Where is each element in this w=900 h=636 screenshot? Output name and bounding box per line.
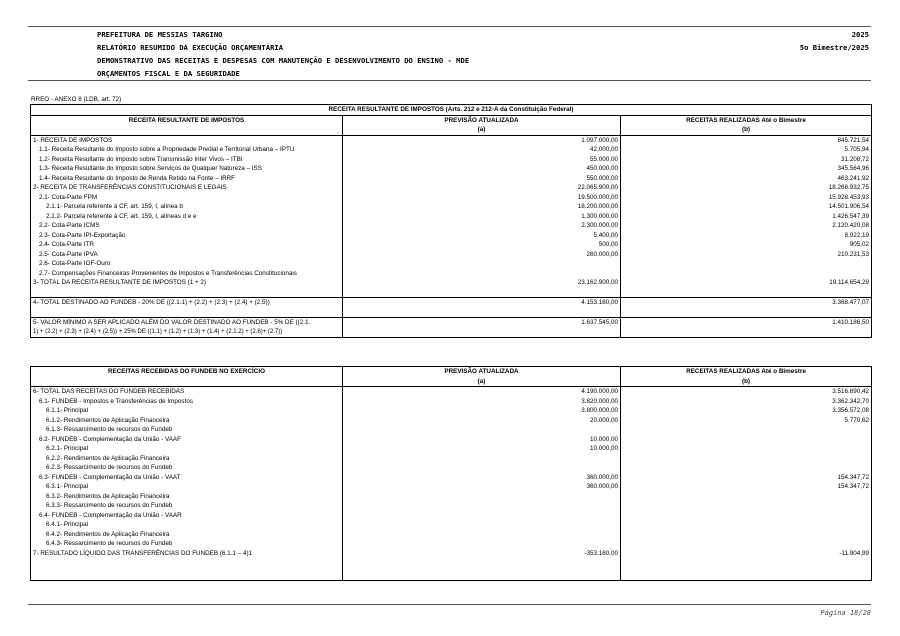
row-value-b	[621, 435, 872, 445]
row-label: 2.6- Cota-Parte IOF-Ouro	[31, 259, 343, 269]
row-value-a: 10.000,00	[343, 435, 621, 445]
row-value-a: 450.000,00	[343, 164, 621, 174]
row-label: 7- RESULTADO LÍQUIDO DAS TRANSFERÊNCIAS DO FUNDEB (6.1.1 – 4)1	[31, 549, 343, 559]
table-row	[31, 221, 872, 231]
row-value-b: 154.347,72	[621, 482, 872, 492]
row-value-a	[343, 520, 621, 530]
row-value-a: 260.000,00	[343, 250, 621, 260]
row-value-b	[621, 463, 872, 473]
header-rule	[28, 80, 871, 81]
table-row	[31, 387, 872, 397]
row5-value-b: 1.410.186,50	[621, 318, 872, 328]
row-label: 6.1.3- Ressarcimento de recursos do Fundeb	[31, 425, 343, 435]
row5-label-line2: 1) + (2.2) + (2.3) + (2.4) + (2.5)) + 25% DE ((1.1) + (1.2) + (1.3) + (1.4) + (2.1.2) + (2.6)+ (2.7))	[31, 328, 343, 338]
row-label: 6- TOTAL DAS RECEITAS DO FUNDEB RECEBIDAS	[31, 387, 343, 397]
row-value-a	[343, 511, 621, 521]
row4-value-a: 4.153.180,00	[343, 298, 621, 308]
row-value-a	[343, 539, 621, 549]
table1-col1-header: RECEITA RESULTANTE DE IMPOSTOS	[31, 115, 343, 125]
row-value-a	[343, 259, 621, 269]
table2-col3-header: RECEITAS REALIZADAS Até o Bimestre	[621, 367, 872, 377]
row-value-b: 5.770,62	[621, 416, 872, 426]
row-value-b	[621, 501, 872, 511]
receita-impostos-table	[30, 104, 872, 338]
page-number: Página 18/28	[820, 609, 871, 617]
table1-col3-header: RECEITAS REALIZADAS Até o Bimestre	[621, 115, 872, 125]
report-year: 2025	[851, 30, 869, 39]
table-row	[31, 416, 872, 426]
row-value-b	[621, 511, 872, 521]
row-value-a: 22.065.900,00	[343, 183, 621, 193]
row-label: 6.3.1- Principal	[31, 482, 343, 492]
row-value-b: 345.564,96	[621, 164, 872, 174]
row5-label-line1: 5- VALOR MÍNIMO A SER APLICADO ALÉM DO VALOR DESTINADO AO FUNDEB - 5% DE ((2.1.	[31, 318, 343, 328]
table-row	[31, 231, 872, 241]
table-row	[31, 269, 872, 279]
row-value-b	[621, 269, 872, 279]
table-row	[31, 202, 872, 212]
row-label: 1.2- Receita Resultante do Imposto sobre Transmissão Inter Vivos – ITBI	[31, 155, 343, 165]
row4-value-b: 3.368.477,07	[621, 298, 872, 308]
row-value-b: 3.356.572,08	[621, 406, 872, 416]
row-value-a: 42.000,00	[343, 145, 621, 155]
row-label: 1.4- Receita Resultante do Imposto de Renda Retido na Fonte – IRRF	[31, 174, 343, 184]
report-title: RELATÓRIO RESUMIDO DA EXECUÇÃO ORÇAMENTÁRIA	[97, 43, 284, 52]
row-value-b	[621, 492, 872, 502]
row-label: 1- RECEITA DE IMPOSTOS	[31, 135, 343, 145]
row-value-a: 2.300.000,00	[343, 221, 621, 231]
row-value-a: 550.000,00	[343, 174, 621, 184]
row4-label: 4- TOTAL DESTINADO AO FUNDEB - 20% DE ((2.1.1) + (2.2) + (2.3) + (2.4) + (2.5))	[31, 298, 343, 308]
report-period: 5o Bimestre/2025	[799, 43, 869, 52]
row-label: 6.4.2- Rendimentos de Aplicação Financeira	[31, 530, 343, 540]
row-value-a: 360.000,00	[343, 482, 621, 492]
table2-col1-header: RECEITAS RECEBIDAS DO FUNDEB NO EXERCÍCIO	[31, 367, 343, 377]
row-value-a	[343, 463, 621, 473]
table-row	[31, 155, 872, 165]
row-label: 2.3- Cota-Parte IPI-Exportação	[31, 231, 343, 241]
table-row	[31, 193, 872, 203]
table-row	[31, 444, 872, 454]
table-row	[31, 492, 872, 502]
municipality-name: PREFEITURA DE MESSIAS TARGINO	[97, 30, 223, 39]
row5-value-a: 1.637.545,00	[343, 318, 621, 328]
table-row	[31, 463, 872, 473]
row-label: 6.4- FUNDEB - Complementação da União - VAAR	[31, 511, 343, 521]
row-value-b: 5.705,94	[621, 145, 872, 155]
row-value-a: 19.500.000,00	[343, 193, 621, 203]
table-row	[31, 250, 872, 260]
row-label: 6.3.2- Rendimentos de Aplicação Financeira	[31, 492, 343, 502]
row-label: 6.4.3- Ressarcimento de recursos do Fundeb	[31, 539, 343, 549]
row-label: 2.4- Cota-Parte ITR	[31, 240, 343, 250]
row-value-b	[621, 425, 872, 435]
row-value-b: 14.501.906,54	[621, 202, 872, 212]
table-row	[31, 212, 872, 222]
top-rule	[28, 26, 871, 27]
table-row	[31, 520, 872, 530]
annex-label: RREO - ANEXO 8 (LDB, art. 72)	[31, 96, 122, 103]
table-row	[31, 501, 872, 511]
row-value-b: -11.904,99	[621, 549, 872, 559]
row-label: 2.7- Compensações Financeiras Provenientes de Impostos e Transferências Constitucionais	[31, 269, 343, 279]
row-value-a	[343, 492, 621, 502]
budget-scope: ORÇAMENTOS FISCAL E DA SEGURIDADE	[97, 69, 240, 78]
table-row	[31, 174, 872, 184]
row-label: 6.2- FUNDEB - Complementação da União - VAAF	[31, 435, 343, 445]
row-value-b: 3.516.690,42	[621, 387, 872, 397]
table2-col3-sub: (b)	[621, 377, 872, 387]
row-label: 2.2- Cota-Parte ICMS	[31, 221, 343, 231]
row-label: 6.2.3- Ressarcimento de recursos do Fundeb	[31, 463, 343, 473]
row-label: 1.3- Receita Resultante do Imposto sobre Serviços de Qualquer Natureza – ISS	[31, 164, 343, 174]
row-value-a	[343, 530, 621, 540]
row-value-b: 18.268.932,75	[621, 183, 872, 193]
table-row	[31, 240, 872, 250]
row-value-b	[621, 444, 872, 454]
table-row	[31, 454, 872, 464]
row-value-a: 3.800.000,00	[343, 406, 621, 416]
row-value-a: 18.200.000,00	[343, 202, 621, 212]
table1-col2-sub: (a)	[343, 125, 621, 135]
row-label: 6.1.2- Rendimentos de Aplicação Financeira	[31, 416, 343, 426]
table-row	[31, 145, 872, 155]
row-value-b: 3.362.342,70	[621, 397, 872, 407]
row-value-b: 845.721,54	[621, 135, 872, 145]
table1-col3-sub: (b)	[621, 125, 872, 135]
row-value-a: 5.400,00	[343, 231, 621, 241]
table-row	[31, 406, 872, 416]
table-row	[31, 511, 872, 521]
row-value-a	[343, 454, 621, 464]
row-label: 6.2.2- Rendimentos de Aplicação Financeira	[31, 454, 343, 464]
table-row	[31, 482, 872, 492]
row-value-a	[343, 269, 621, 279]
table-row	[31, 549, 872, 559]
row-label: 6.1.1- Principal	[31, 406, 343, 416]
table-row	[31, 425, 872, 435]
row-value-a	[343, 501, 621, 511]
row-value-a: 10.000,00	[343, 444, 621, 454]
row-value-b	[621, 520, 872, 530]
row-label: 6.4.1- Principal	[31, 520, 343, 530]
row-value-a: 23.162.900,00	[343, 278, 621, 288]
row-value-b	[621, 454, 872, 464]
row-value-b: 210.231,53	[621, 250, 872, 260]
table1-title: RECEITA RESULTANTE DE IMPOSTOS (Arts. 212 e 212-A da Constituição Federal)	[31, 105, 872, 116]
row-value-a	[343, 425, 621, 435]
table-row	[31, 135, 872, 145]
table2-col2-header: PREVISÃO ATUALIZADA	[343, 367, 621, 377]
table1-col2-header: PREVISÃO ATUALIZADA	[343, 115, 621, 125]
row-value-b: 2.120.420,08	[621, 221, 872, 231]
row-label: 6.3- FUNDEB - Complementação da União - VAAT	[31, 473, 343, 483]
row-value-b: 31.208,72	[621, 155, 872, 165]
row-value-a: -353.180,00	[343, 549, 621, 559]
row-value-b	[621, 259, 872, 269]
row-label: 2.1- Cota-Parte FPM	[31, 193, 343, 203]
footer-rule	[28, 604, 871, 605]
row-value-a: 1.300.000,00	[343, 212, 621, 222]
row-value-b	[621, 530, 872, 540]
row-value-a: 20.000,00	[343, 416, 621, 426]
row-value-b: 905,02	[621, 240, 872, 250]
row-label: 6.3.3- Ressarcimento de recursos do Fundeb	[31, 501, 343, 511]
table-row	[31, 397, 872, 407]
row-value-a: 360.000,00	[343, 473, 621, 483]
row-label: 2.1.2- Parcela referente à CF, art. 159, I, alíneas d e e	[31, 212, 343, 222]
table-row	[31, 473, 872, 483]
row-label: 6.1- FUNDEB - Impostos e Transferências de Impostos	[31, 397, 343, 407]
table2-col2-sub: (a)	[343, 377, 621, 387]
row-value-b: 463.241,92	[621, 174, 872, 184]
table-row	[31, 259, 872, 269]
report-subtitle: DEMONSTRATIVO DAS RECEITAS E DESPESAS COM MANUTENÇÃO E DESENVOLVIMENTO DO ENSINO - MDE	[97, 56, 470, 65]
row-value-b: 19.114.654,29	[621, 278, 872, 288]
table-row	[31, 278, 872, 288]
row-value-b: 15.928.453,93	[621, 193, 872, 203]
row-label: 2.1.1- Parcela referente à CF, art. 159, I, alínea b	[31, 202, 343, 212]
row-value-a: 55.000,00	[343, 155, 621, 165]
row-value-b	[621, 539, 872, 549]
row-label: 6.2.1- Principal	[31, 444, 343, 454]
row-value-a: 500,00	[343, 240, 621, 250]
row-value-a: 3.820.000,00	[343, 397, 621, 407]
row-value-b: 8.922,19	[621, 231, 872, 241]
fundeb-receitas-table	[30, 366, 872, 581]
row-label: 3- TOTAL DA RECEITA RESULTANTE DE IMPOSTOS (1 + 2)	[31, 278, 343, 288]
row-value-a: 4.190.000,00	[343, 387, 621, 397]
row-value-a: 1.097.000,00	[343, 135, 621, 145]
table-row	[31, 435, 872, 445]
table-row	[31, 183, 872, 193]
row-value-b: 154.347,72	[621, 473, 872, 483]
table-row	[31, 539, 872, 549]
table-row	[31, 530, 872, 540]
row-label: 1.1- Receita Resultante do Imposto sobre a Propriedade Predial e Territorial Urbana – IPTU	[31, 145, 343, 155]
table-row	[31, 164, 872, 174]
row-value-b: 1.426.547,39	[621, 212, 872, 222]
row-label: 2.5- Cota-Parte IPVA	[31, 250, 343, 260]
row-label: 2- RECEITA DE TRANSFERÊNCIAS CONSTITUCIONAIS E LEGAIS	[31, 183, 343, 193]
